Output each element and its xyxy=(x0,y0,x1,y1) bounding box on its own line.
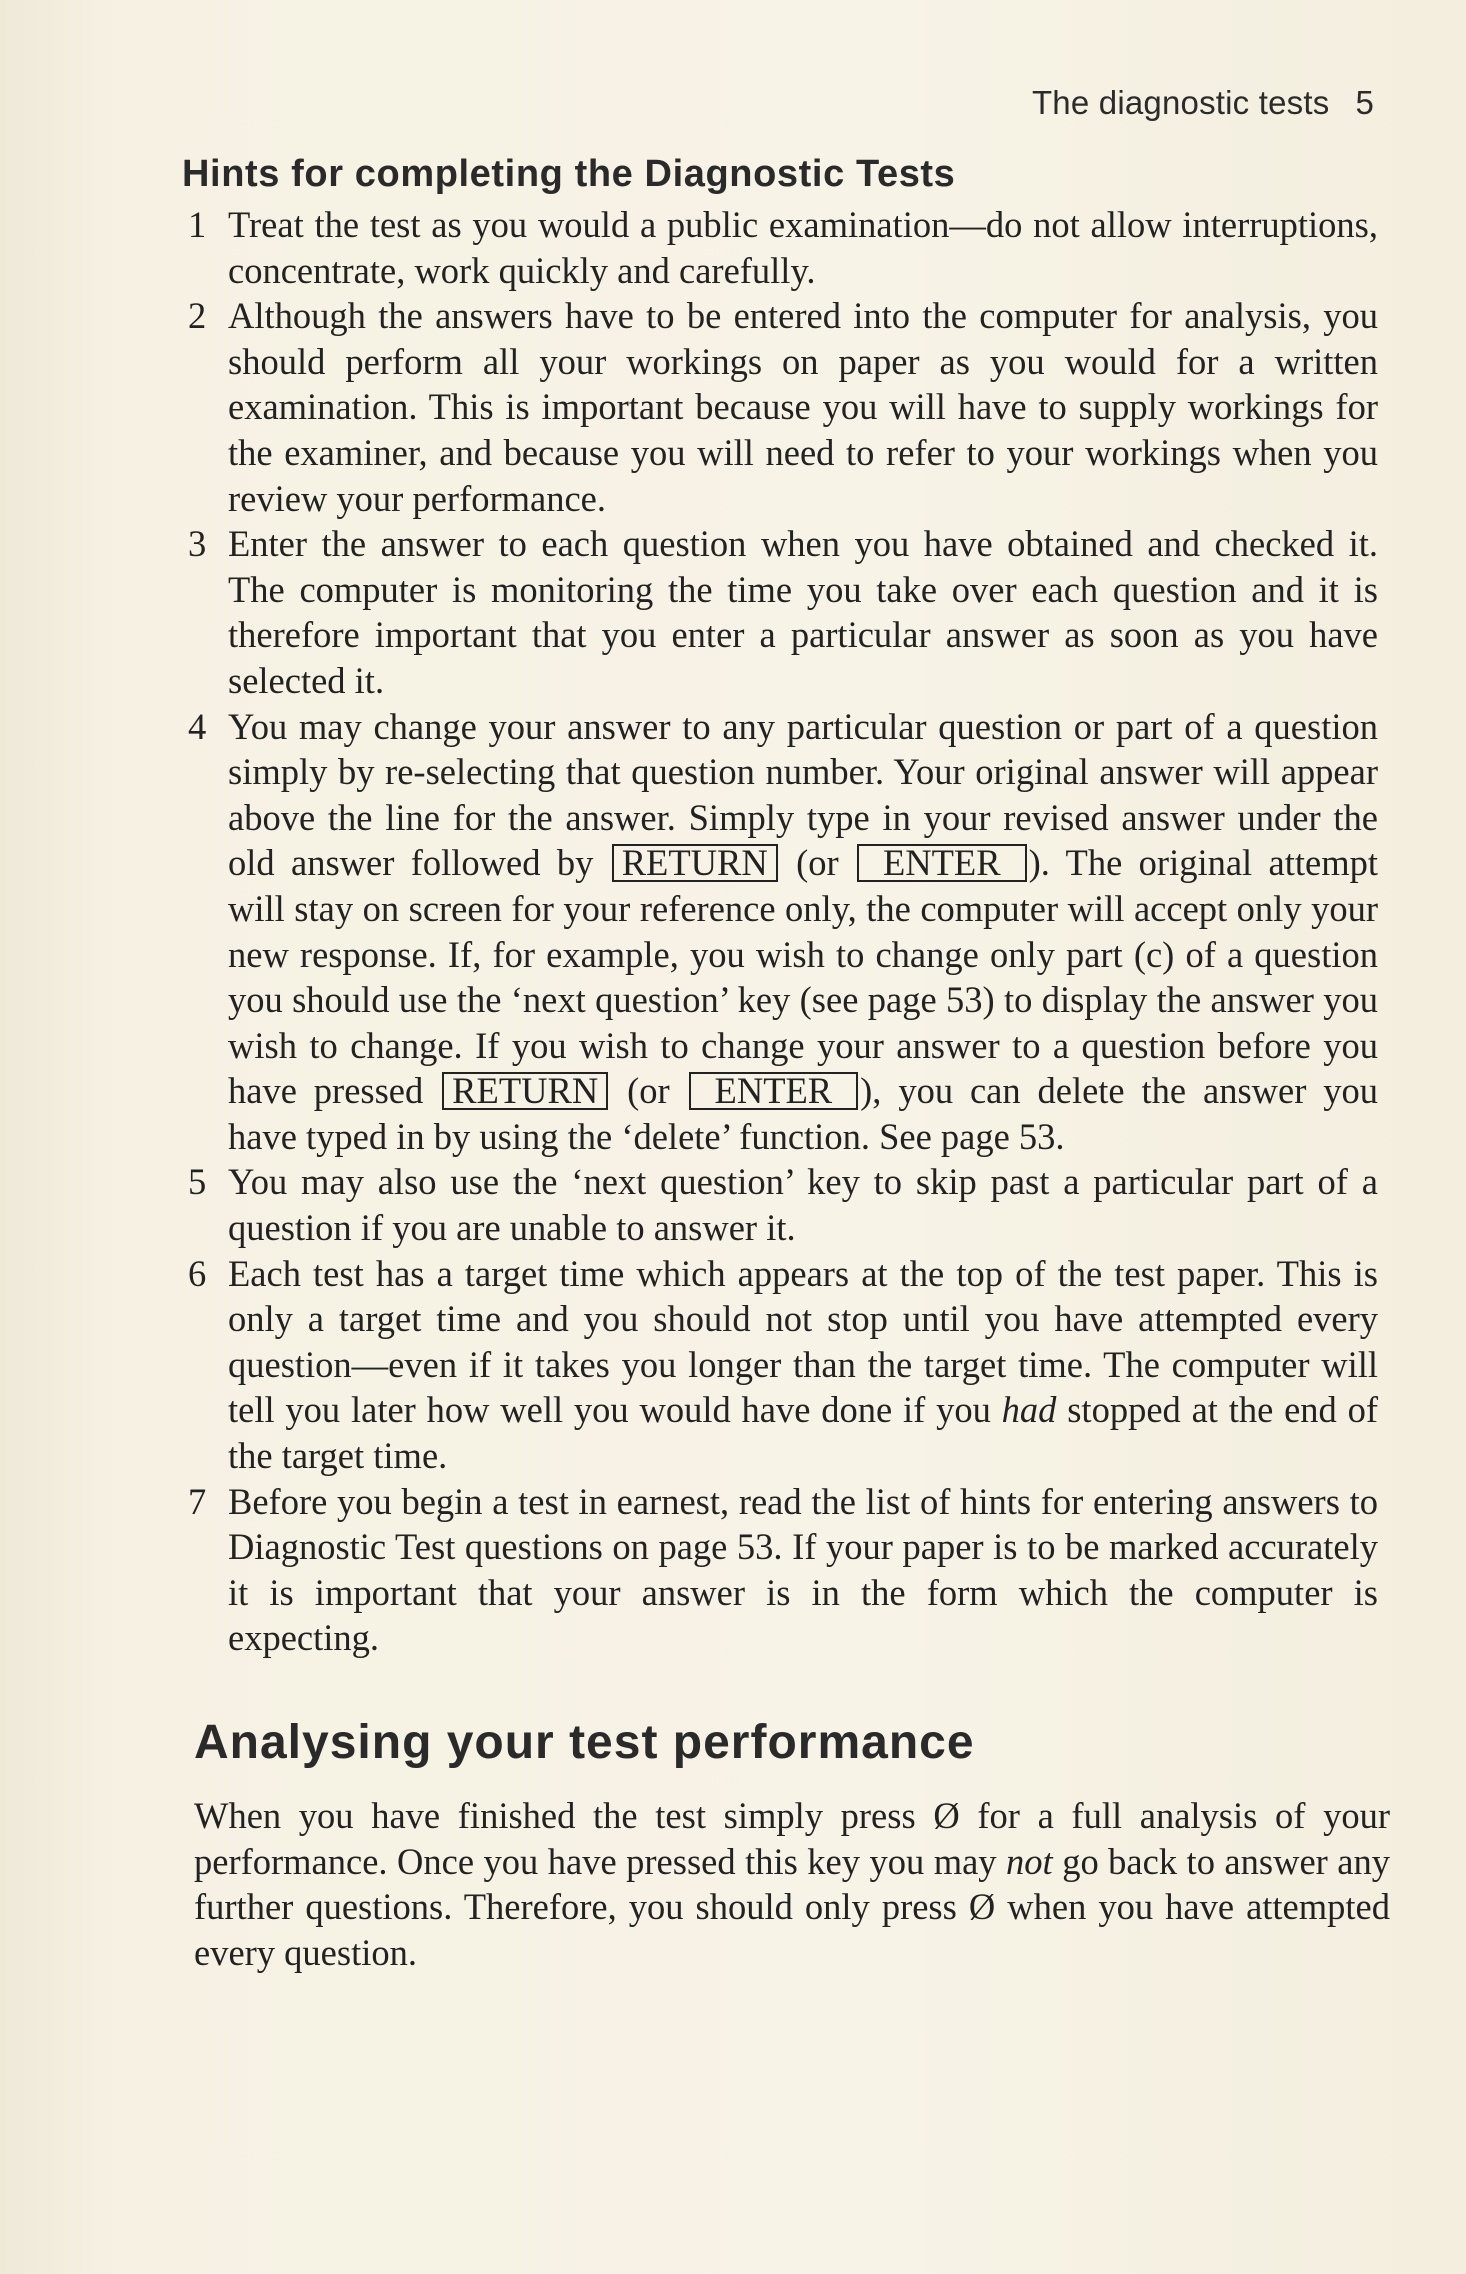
hints-list xyxy=(182,202,1378,1661)
hint-text: Although the answers have to be entered into the computer for analysis, you should perform all your workings on paper as you would for a written examination. This is important because you will have to supply workings for the examiner, and because you will need to refer to your workings when you review your performance. xyxy=(228,295,1378,519)
hint-number: 5 xyxy=(188,1161,207,1203)
hint-item-6 xyxy=(182,1251,1378,1479)
running-head xyxy=(1032,84,1374,122)
hint-text-part: ). The original attempt will stay on screen for your reference only, the computer will accept only your new response. If, for example, you wish to change only part (c) of a question you should use the ‘next question’ key (see page 53) to display the answer you wish to change. If you wish to change your answer to a question before you have pressed xyxy=(228,842,1379,1112)
hint-item-3 xyxy=(182,521,1378,703)
hint-number: 3 xyxy=(188,523,207,565)
enter-key-label: ENTER xyxy=(857,844,1027,882)
analysis-text-part: go back to answer any further questions. Therefore, you should only press Ø when you have attempted every question. xyxy=(194,1840,1390,1973)
hint-text-part: You may change your answer to any particular question or part of a question simply by re-selecting that question number. Your original answer will appear above the line for the answer. Simply type in your revised answer under the old answer followed by xyxy=(228,705,1378,884)
running-title: The diagnostic tests xyxy=(1031,84,1330,121)
emphasis-text: had xyxy=(1001,1389,1057,1431)
hint-item-2 xyxy=(182,293,1378,521)
hint-number: 6 xyxy=(188,1252,207,1294)
hint-number: 7 xyxy=(188,1480,207,1522)
hint-text-part: Each test has a target time which appears at the top of the test paper. This is only a target time and you should not stop until you have attempted every question—even if it takes you longer than the target time. The computer will tell you later how well you would have done if you xyxy=(228,1252,1378,1431)
hint-text: Treat the test as you would a public examination—do not allow interruptions, concentrate, work quickly and carefully. xyxy=(228,204,1378,291)
return-key-label: RETURN xyxy=(612,844,778,882)
hint-number: 2 xyxy=(188,295,207,337)
page-content xyxy=(182,150,1390,1975)
enter-key-label: ENTER xyxy=(689,1072,859,1110)
hint-text-part: stopped at the end of the target time. xyxy=(228,1389,1379,1477)
analysis-heading: Analysing your test performance xyxy=(194,1716,975,1769)
hints-heading: Hints for completing the Diagnostic Tests xyxy=(182,153,956,195)
hint-text: Enter the answer to each question when you have obtained and checked it. The computer is monitoring the time you take over each question and it is therefore important that you enter a particular answer as soon as you have selected it. xyxy=(228,523,1378,701)
or-text: (or xyxy=(627,1070,670,1112)
hint-item-4 xyxy=(182,704,1378,1160)
hint-text-part: ), you can delete the answer you have typed in by using the ‘delete’ function. See page 53. xyxy=(228,1070,1379,1157)
hint-number: 4 xyxy=(188,705,207,747)
hint-text: Before you begin a test in earnest, read the list of hints for entering answers to Diagnostic Test questions on page 53. If your paper is to be marked accurately it is important that your answer is in the form which the computer is expecting. xyxy=(228,1480,1378,1659)
hint-item-7 xyxy=(182,1479,1378,1661)
analysis-paragraph xyxy=(194,1793,1390,1975)
hint-number: 1 xyxy=(188,204,207,245)
hint-text: You may also use the ‘next question’ key to skip past a particular part of a question if you are unable to answer it. xyxy=(228,1161,1378,1249)
emphasis-text: not xyxy=(1006,1840,1053,1882)
or-text: (or xyxy=(796,842,839,884)
analysis-text-part: When you have finished the test simply press Ø for a full analysis of your performance. Once you have pressed this key you may xyxy=(194,1795,1390,1882)
hint-item-1 xyxy=(182,202,1378,293)
hint-item-5 xyxy=(182,1159,1378,1250)
page-number: 5 xyxy=(1355,84,1374,121)
return-key-label: RETURN xyxy=(442,1072,608,1110)
